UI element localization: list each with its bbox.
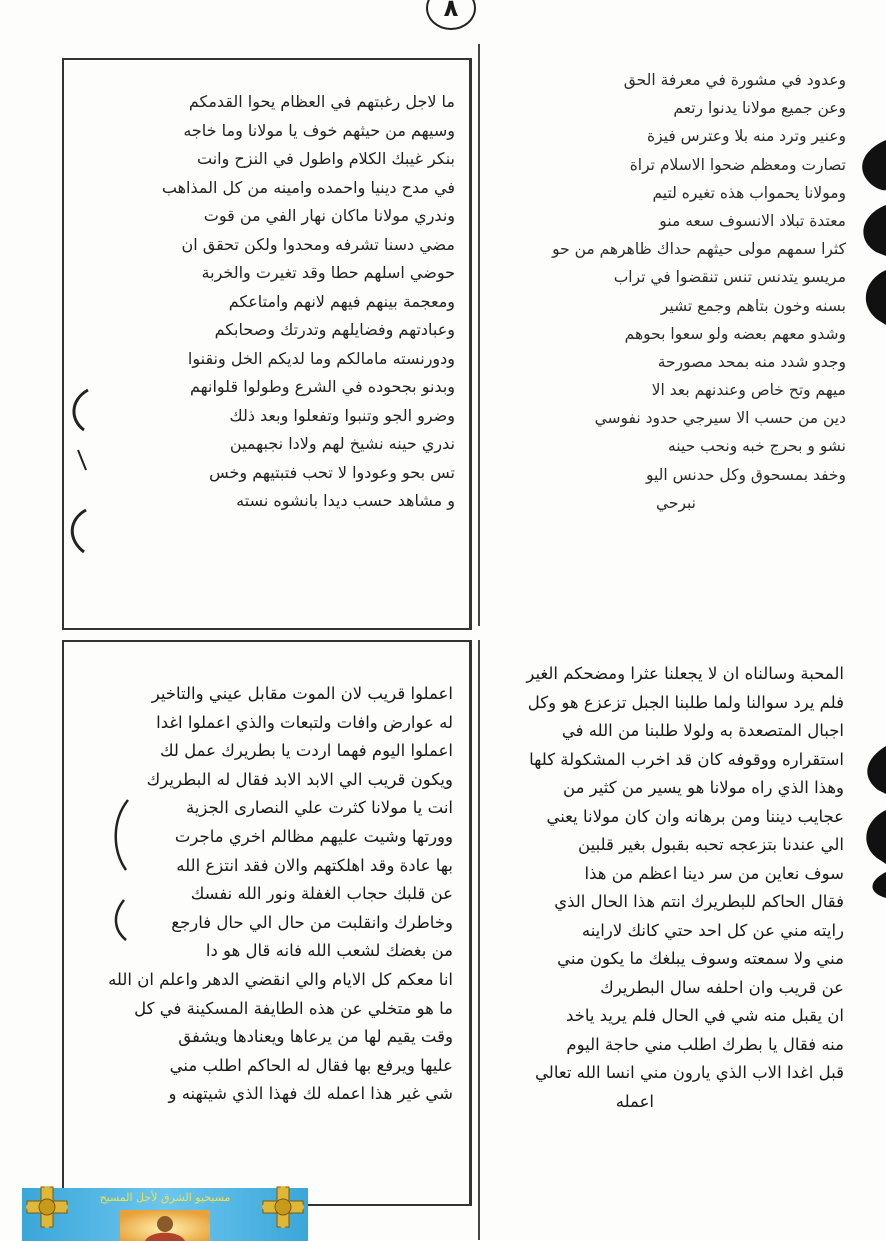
manuscript-line: شي غير هذا اعمله لك فهذا الذي شيتهنه و — [168, 1084, 453, 1104]
manuscript-line: وسيهم من حيثهم خوف يا مولانا وما خاجه — [183, 120, 455, 140]
manuscript-line: ومولانا يحمواب هذه تغيره لتيم — [652, 183, 846, 202]
manuscript-line: عن قلبك حجاب الغفلة ونور الله نفسك — [190, 884, 453, 904]
manuscript-line: عجايب ديننا ومن برهانه وان كان مولانا يعني — [546, 806, 844, 826]
manuscript-line: عن قريب وان احلفه سال البطريرك — [600, 977, 844, 997]
figure-illustration-icon — [120, 1210, 210, 1241]
manuscript-line: ومعجمة بينهم فيهم لانهم وامتاعكم — [228, 291, 455, 311]
manuscript-line: تس بحو وعودوا لا تحب فتبتيهم وخس — [209, 462, 455, 482]
manuscript-line: مني ولا سمعته وسوف يبلغك ما يكون مني — [557, 949, 844, 968]
manuscript-line: ندري حينه نشيخ لهم ولادا نجبهمين — [229, 434, 455, 453]
manuscript-line: وضرو الجو وتنبوا وتفعلوا وبعد ذلك — [229, 405, 455, 425]
manuscript-line: معتدة تبلاد الانسوف سعه منو — [659, 211, 846, 230]
manuscript-line: ما لاجل رغبتهم في العظام يحوا القدمكم — [188, 92, 455, 111]
manuscript-line: اعملوا قريب لان الموت مقابل عيني والتاخير — [151, 684, 453, 703]
manuscript-line: ما هو متخلي عن هذه الطايفة المسكينة في كل — [134, 998, 453, 1018]
coptic-cross-icon — [260, 1184, 306, 1230]
manuscript-line: عليها ويرفع بها فقال له الحاكم اطلب مني — [169, 1055, 453, 1075]
manuscript-line: بسنه وخون بتاهم وجمع تشير — [660, 296, 846, 315]
manuscript-line: ويكون قريب الي الابد الابد فقال له البطريرك — [146, 769, 453, 789]
manuscript-line: وقت يقيم لها من يرعاها ويعنادها ويشفق — [178, 1027, 453, 1047]
manuscript-line: اعملوا اليوم فهما اردت يا بطريرك عمل لك — [159, 741, 453, 761]
manuscript-line: استقراره ووقوفه كان قد اخرب المشكولة كلها — [529, 749, 844, 769]
manuscript-line: كثرا سمهم مولى حيثهم حداك ظاهرهم من حو — [552, 240, 846, 259]
margin-ornament-icon — [846, 740, 886, 900]
manuscript-panel-top-left — [62, 58, 472, 630]
manuscript-line: قبل اغدا الاب الذي يارون مني انسا الله تعالي — [535, 1063, 844, 1082]
manuscript-panel-bottom-right — [478, 640, 858, 1240]
manuscript-line: وخاطرك وانقلبت من حال الي حال فارجع — [171, 912, 453, 932]
manuscript-line: نبرحي — [655, 493, 696, 512]
manuscript-line: اعمله — [615, 1091, 654, 1111]
manuscript-line: وبدنو بجحوده في الشرع وطولوا قلوانهم — [189, 377, 455, 396]
manuscript-line: بنكر غيبك الكلام واطول في النزح وانت — [197, 149, 455, 168]
manuscript-line: المحبة وسالناه ان لا يجعلنا عثرا ومضحكم الغير — [526, 664, 844, 683]
manuscript-line: وجدو شدد منه بمحد مصورحة — [657, 352, 846, 371]
manuscript-line: انا معكم كل الايام والي انقضي الدهر واعلم ان الله — [108, 969, 453, 989]
margin-bracket-icon — [98, 790, 138, 950]
manuscript-line: فقال الحاكم للبطريرك انتم هذا الحال الذي — [554, 892, 844, 911]
manuscript-line: نشو و بحرج خبه ونحب حينه — [668, 437, 846, 456]
page-number: ٨ — [426, 0, 476, 30]
manuscript-line: وورتها وشيت عليهم مظالم اخري ماجرت — [174, 826, 453, 846]
manuscript-line: اجبال المتصعدة به ولولا طلبنا من الله في — [561, 721, 844, 740]
manuscript-line: بها عادة وقد اهلكتهم والان فقد انتزع الله — [176, 855, 453, 875]
manuscript-line: له عوارض وافات ولتبعات والذي اعملوا اغدا — [156, 712, 453, 732]
manuscript-line: وشدو معهم بعضه ولو سعوا بحوهم — [624, 324, 846, 343]
manuscript-line: مريسو يتدنس تنس تنقضوا في تراب — [613, 268, 846, 287]
manuscript-line: من بغضك لشعب الله فانه قال هو دا — [205, 941, 453, 961]
manuscript-line: ان يقبل منه شي في الحال فلم يريد ياخد — [566, 1006, 844, 1025]
manuscript-line: وهذا الذي راه مولانا هو يسير من كثير من — [563, 778, 844, 797]
manuscript-line: سوف نعاين من سر دينا اعظم من هذا — [584, 863, 844, 883]
manuscript-line: ودورنسته مامالكم وما لديكم الخل ونقنوا — [187, 348, 455, 368]
manuscript-line: دين من حسب الا سيرجي حدود نفوسي — [594, 409, 846, 428]
margin-bracket-icon — [58, 380, 98, 560]
manuscript-line: رايته مني عن كل احد حتي كانك لاراينه — [581, 920, 844, 940]
manuscript-line: وعبادتهم وفضايلهم وتدرتك وصحابكم — [214, 320, 455, 339]
manuscript-line: وعدود في مشورة في معرفة الحق — [623, 71, 846, 89]
manuscript-line: وخفد بمسحوق وكل حدنس اليو — [645, 465, 846, 484]
manuscript-line: تصارت ومعظم ضحوا الاسلام تراة — [629, 155, 846, 174]
manuscript-line: منه فقال يا بطرك اطلب مني حاجة اليوم — [566, 1034, 844, 1054]
coptic-cross-icon — [24, 1184, 70, 1230]
manuscript-line: ميهم وتح خاص وعندنهم بعد الا — [651, 381, 846, 400]
manuscript-line: مضي دسنا تشرفه ومحدوا ولكن تحقق ان — [181, 234, 455, 254]
manuscript-line: الي عندنا بتزعجه تحبه بقبول بغير قلبين — [578, 835, 844, 854]
manuscript-line: وعن جميع مولانا يدنوا رتعم — [673, 99, 846, 118]
manuscript-line: وندري مولانا ماكان نهار الفي من قوت — [203, 206, 455, 225]
manuscript-line: انت يا مولانا كثرت علي النصارى الجزية — [185, 798, 453, 818]
watermark-text: مسيحيو الشرق لأجل المسيح — [99, 1191, 231, 1204]
manuscript-line: وعنير وترد منه بلا وعترس فيزة — [646, 127, 846, 146]
manuscript-line: حوضي اسلهم حطا وقد تغيرت والخربة — [201, 263, 455, 282]
manuscript-panel-top-right — [478, 44, 858, 626]
margin-ornament-icon — [842, 130, 886, 340]
manuscript-line: و مشاهد حسب ديدا بانشوه نسته — [236, 491, 455, 510]
manuscript-line: فلم يرد سوالنا ولما طلبنا الجبل تزعزع هو وكل — [527, 692, 844, 712]
manuscript-line: في مدح دينيا واحمده وامينه من كل المذاهب — [161, 177, 455, 197]
